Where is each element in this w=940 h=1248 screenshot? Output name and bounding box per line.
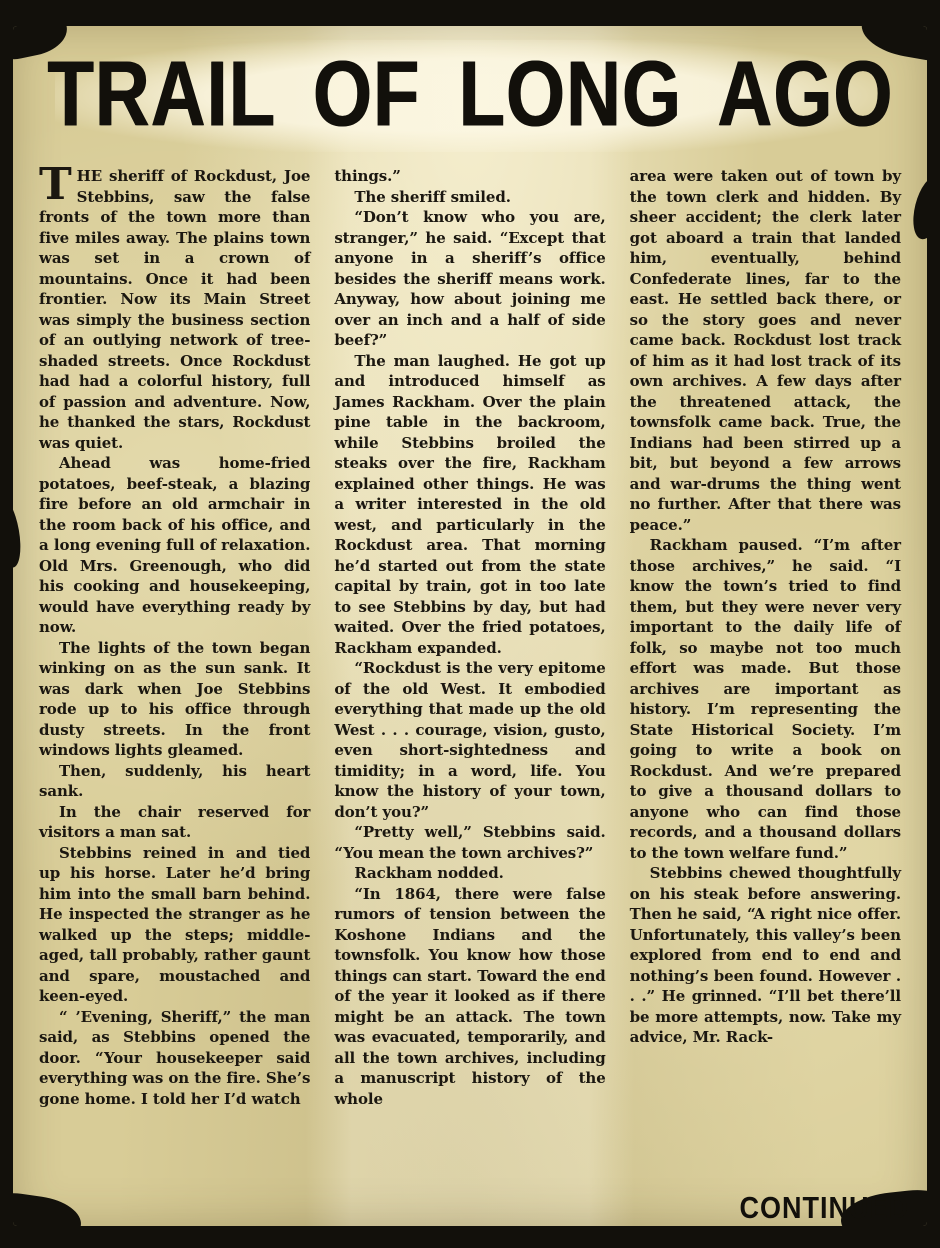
story-paragraph: Stebbins chewed thoughtfully on his steak before answering. Then he said, “A right nice offer. Unfortunately, this valley’s been explored from end to end and nothing’s been found. However . . .” He grinned. “I’ll bet there’ll be more attempts, now. Take my advice, Mr. Rack- [629, 864, 901, 1046]
paper [13, 26, 927, 1226]
story-paragraph: THE sheriff of Rockdust, Joe Stebbins, saw the false fronts of the town more than five miles away. The plains town was set in a crown of mountains. Once it had been frontier. Now its Main Street was simply the business section of an outlying network of tree-shaded streets. Once Rockdust had had a colorful history, full of passion and adventure. Now, he thanked the stars, Rockdust was quiet. [39, 162, 311, 452]
masthead [46, 40, 894, 152]
text-column-3 [630, 166, 901, 1200]
ink-smudge [13, 494, 25, 569]
story-columns [29, 162, 911, 1200]
text-column-1 [39, 162, 311, 1200]
story-paragraph: “Don’t know who you are, stranger,” he said. “Except that anyone in a sheriff’s office besides the sheriff means work. Anyway, how about joining me over an inch and a half of side beef?” [334, 208, 606, 349]
story-paragraph: things.” [334, 167, 401, 185]
story-paragraph: The sheriff smiled. [354, 187, 511, 206]
story-paragraph: In the chair reserved for visitors a man sat. [39, 802, 311, 841]
story-paragraph: The man laughed. He got up and introduced himself as James Rackham. Over the plain pine table in the backroom, while Stebbins broiled the steaks over the fire, Rackham explained other things. He was a writer interested in the old west, and particularly in the Rockdust area. That morning he’d started out from the state capital by train, got in too late to see Stebbins by day, but had waited. Over the fried potatoes, Rackham expanded. [334, 351, 606, 657]
story-paragraph: Ahead was home-fried potatoes, beef-steak, a blazing fire before an old armchair in the room back of his office, and a long evening full of relaxation. Old Mrs. Greenough, who did his cooking and housekeeping, would have everything ready by now. [39, 454, 311, 636]
text-column-2 [334, 166, 605, 1200]
story-paragraph: Stebbins reined in and tied up his horse. Later he’d bring him into the small barn behind. He inspected the stranger as he walked up the steps; middle-aged, tall probably, rather gaunt and spare, moustached and keen-eyed. [39, 843, 311, 1005]
story-paragraph: “ ’Evening, Sheriff,” the man said, as Stebbins opened the door. “Your housekeeper said everything was on the fire. She’s gone home. I told her I’d watch [39, 1007, 311, 1108]
page-title: TRAIL OF LONG AGO [46, 42, 894, 147]
story-paragraph: area were taken out of town by the town clerk and hidden. By sheer accident; the clerk later got aboard a train that landed him, eventually, behind Confederate lines, far to the east. He settled back there, or so the story goes and never came back. Rockdust lost track of him as it had lost track of its own archives. A few days after the threatened attack, the townsfolk came back. True, the Indians had been stirred up a bit, but beyond a few arrows and war-drums the thing went no further. After that there was peace.” [629, 167, 901, 534]
story-paragraph: Rackham nodded. [354, 864, 504, 882]
story-paragraph: “Rockdust is the very epitome of the old West. It embodied everything that made up the old West . . . courage, vision, gusto, even short-sightedness and timidity; in a word, life. You know the history of your town, don’t you?” [334, 659, 606, 821]
continued-label: CONTINUED [739, 1191, 909, 1225]
story-paragraph: “In 1864, there were false rumors of tension between the Koshone Indians and the townsfolk. You know how those things can start. Toward the end of the year it looked as if there might be an attack. The town was evacuated, temporarily, and all the town archives, including a manuscript history of the whole [334, 884, 606, 1108]
story-paragraph: The lights of the town began winking on as the sun sank. It was dark when Joe Stebbins rode up to his office through dusty streets. In the front windows lights gleamed. [39, 638, 311, 759]
story-paragraph: “Pretty well,” Stebbins said. “You mean the town archives?” [334, 823, 606, 862]
story-paragraph: Then, suddenly, his heart sank. [39, 761, 311, 800]
story-paragraph: Rackham paused. “I’m after those archives,” he said. “I know the town’s tried to find them, but they were never very important to the daily life of folk, so maybe not too much effort was made. But those archives are important as history. I’m representing the State Historical Society. I’m going to write a book on Rockdust. And we’re prepared to give a thousand dollars to anyone who can find those records, and a thousand dollars to the town welfare fund.” [629, 536, 901, 862]
